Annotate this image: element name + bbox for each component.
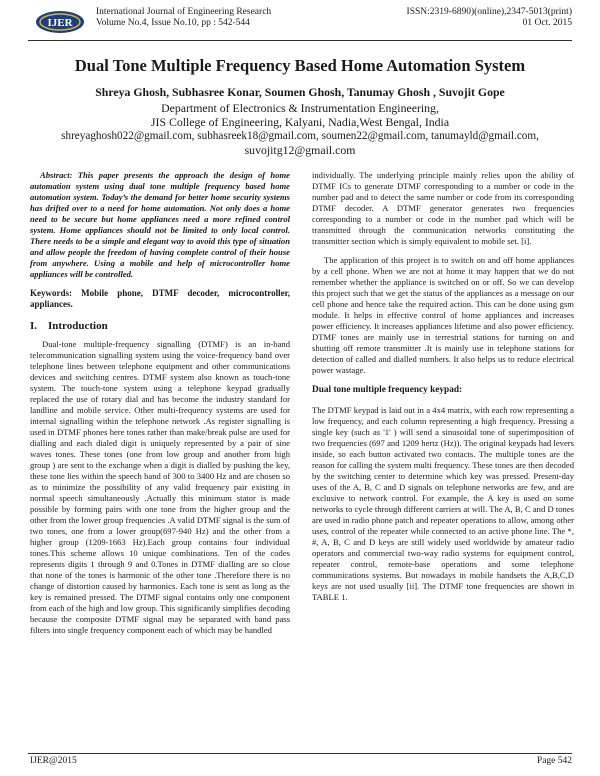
section-number: I. xyxy=(30,320,38,332)
subheading-dtmf-keypad: Dual tone multiple frequency keypad: xyxy=(312,385,463,395)
page-header xyxy=(28,6,572,36)
issn-info xyxy=(407,7,572,29)
journal-info xyxy=(96,7,271,29)
section-heading-introduction xyxy=(30,321,290,332)
abstract: Abstract: This paper presents the approach the design of home automation system using dual tone multiple frequency based home automation system. Today’s the demand for better home security systems has drifted over to a need for home automation. Not only does a home need to be secure but home appliances need a more refined control system. Home appliances should not be limited to only local control. There needs to be a simple and elegant way to avoid this type of situation and allow people the freedom of having complete control of their house from anywhere. Using a mobile and help of microcontroller home appliances will be controlled. xyxy=(30,170,290,279)
journal-name: International Journal of Engineering Research xyxy=(96,7,272,17)
page-number: Page 542 xyxy=(536,756,572,766)
affiliation-emails: shreyaghosh022@gmail.com, subhasreek18@gmail.com, soumen22@gmail.com, tanumayld@gmail.com, xyxy=(61,130,539,142)
affiliation-emails-cont: suvojitg12@gmail.com xyxy=(244,143,356,157)
paper-title: Dual Tone Multiple Frequency Based Home Automation System xyxy=(74,56,526,75)
intro-paragraph: Dual-tone multiple-frequency signalling (DTMF) is an in-band telecommunication signalling system using the voice-frequency band over telephone lines between telephone equipment and other communications devices and switching centres. DTMF system also known as touch-tone system. The touch-tone system using a telephone keypad gradually replaced the use of rotary dial and has become the industry standard for landline and mobile service. Other multi-frequency systems are used for internal signalling within the telephone network .As register signalling is used in DTMF phones here tones rather than make/break pulse are used for dialling and each dialed digit is uniquely represented by a pair of sine waves tones. These tones (one from low group and another from high group ) are sent to the exchange when a digit is dialled by pushing the key, these tone lies within the speech band of 300 to 3400 Hz and are chosen so as to minimize the possibility of any valid frequency pair existing in normal speech simultaneously .Actually this minimum stator is made possible by forming pairs with one tone from the higher group and the other from the lower group frequencies .A valid DTMF signal is the sum of two tones, one from a lower group(697-940 Hz) and the other from a higher group (1209-1663 Hz).Each group contains four individual tones.This scheme allows 10 unique combinations. Ten of the codes represents digits 1 through 9 and 0.Tones in DTMF dialling are so close that none of the tones is harmonic of the other tone .Therefore there is no change of distortion caused by harmonics. Each tone is sent as long as the key is remained pressed. The DTMF signal contains only one component from each of the high and low group. This significantly simplifies decoding because the composite DTMF signal may be separated with band pass filters into single frequency component each of which may be handled xyxy=(30,339,290,635)
svg-text:IJER: IJER xyxy=(47,17,73,29)
right-paragraph-2: The application of this project is to switch on and off home appliances by a cell phone. When we are not at home it may happen that we do not remember whether the appliance is switched on or off. So we can develop this project such that we get the status of the appliances as a message on our cell phone and hence take the required action. This can be done using gsm module. It helps in effective control of home appliances and increases power efficiency. It increases appliances lifetime and also power efficiency. DTMF tones are mainly use in terrestrial stations for turning on and shutting off remote transmitter .It is mainly use in telephone stations for detection of called and dialled numbers. It also helps us to reduce electrical power wastage. xyxy=(312,255,574,375)
affiliation-college: JIS College of Engineering, Kalyani, Nadia,West Bengal, India xyxy=(150,115,450,129)
section-title: Introduction xyxy=(48,320,108,332)
author-list: Shreya Ghosh, Subhasree Konar, Soumen Ghosh, Tanumay Ghosh , Suvojit Gope xyxy=(95,85,505,99)
issue-date: 01 Oct. 2015 xyxy=(522,18,572,28)
right-paragraph-3: The DTMF keypad is laid out in a 4x4 matrix, with each row representing a low frequency, and each column representing a high frequency. Pressing a single key (such as '1' ) will send a sinusoidal tone of superimposition of two frequencies (697 and 1209 hertz (Hz)). The original keypads had levers inside, so each button activated two contacts. The multiple tones are the reason for calling the system multi frequency. These tones are then decoded by the switching center to determine which key was pressed. Present-day uses of the A, B, C and D signals on telephone networks are few, and are exclusive to network control. For example, the A key is used on some networks to cycle through different carriers at will. The A, B, C and D tones are used in radio phone patch and repeater operations to allow, among other uses, control of the repeater while connected to an active phone line. The *, #, A, B, C and D keys are still widely used worldwide by amateur radio operators and commercial two-way radio systems for equipment control, repeater control, remote-base operations and some telephone communications systems. But nowadays in mobile handsets the A,B,C,D keys are not used usually [ii]. The DTMF tone frequencies are shown in TABLE 1. xyxy=(312,405,574,602)
affiliation-department: Department of Electronics & Instrumentation Engineering, xyxy=(161,101,439,115)
issn: ISSN:2319-6890)(online),2347-5013(print) xyxy=(406,7,572,17)
journal-volume: Volume No.4, Issue No.10, pp : 542-544 xyxy=(96,18,250,28)
right-paragraph-1: individually. The underlying principle mainly relies upon the ability of DTMF ICs to generate DTMF corresponding to a number or code in the number pad and to detect the same number or code from its corresponding DTMF decoder. A DTMF generator generates two frequencies corresponding to a number or code in the number pad which will be transmitted through the communication networks constituting the transmitter section which is simply equivalent to mobile set. [i]. xyxy=(312,170,574,246)
right-column xyxy=(312,170,574,603)
footer-divider xyxy=(28,753,572,754)
keywords: Keywords: Mobile phone, DTMF decoder, microcontroller, appliances. xyxy=(30,288,290,309)
journal-logo xyxy=(34,9,86,35)
left-column xyxy=(30,170,290,636)
footer-journal: IJER@2015 xyxy=(30,756,77,766)
header-divider xyxy=(28,40,572,41)
